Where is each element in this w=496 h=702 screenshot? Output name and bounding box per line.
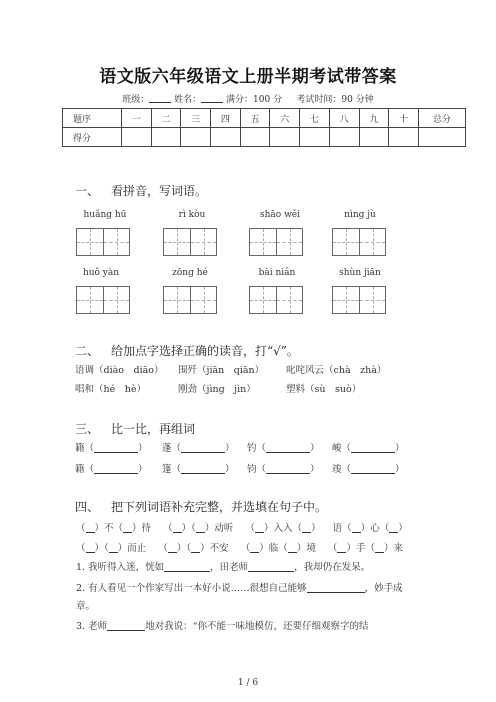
idiom-fill-row[interactable]: （ ）（ ）而止 （ ）（ ）不安 （ ）临（ ）境 （ ）手（ ）来 (76, 543, 403, 554)
writing-grid[interactable] (332, 286, 386, 314)
full-score: 满分：100 分 (226, 95, 283, 105)
class-blank (149, 93, 171, 103)
exam-info (0, 92, 496, 105)
score-cell: 五 (240, 109, 270, 128)
writing-grid[interactable] (163, 286, 217, 314)
pinyin: zōng hé (172, 268, 208, 278)
question-2-continued: 章。 (76, 601, 96, 612)
reading-item[interactable]: 塑料（sù suò） (286, 384, 362, 395)
section-number: 二、 (75, 344, 100, 358)
score-input-cell[interactable] (181, 128, 211, 147)
writing-grid[interactable] (76, 228, 130, 256)
compare-item[interactable]: 蓬（ ） (162, 443, 235, 454)
question-2[interactable]: 2. 有人看见一个作家写出一本好小说……很想自己能够 ，妙手成 (76, 583, 403, 594)
reading-item[interactable]: 唱和（hé hè） (75, 384, 146, 395)
score-input-cell[interactable] (240, 128, 270, 147)
reading-item[interactable]: 围歼（jiān qiān） (178, 365, 265, 376)
reading-item[interactable]: 叱咤风云（chà zhà） (286, 365, 387, 376)
score-table (62, 108, 466, 147)
section-3-heading (75, 420, 207, 437)
score-cell: 七 (300, 109, 330, 128)
score-cell: 十 (389, 109, 419, 128)
compare-item[interactable]: 篷（ ） (162, 464, 235, 475)
score-cell: 一 (122, 109, 152, 128)
score-cell: 总分 (419, 109, 466, 128)
score-table-score-row (63, 128, 466, 147)
section-title: 把下列词语补充完整，并选填在句子中。 (111, 500, 328, 514)
score-cell: 八 (329, 109, 359, 128)
compare-item[interactable]: 峻（ ） (332, 443, 405, 454)
compare-item[interactable]: 籍（ ） (75, 443, 148, 454)
question-1[interactable]: 1. 我听得入迷，恍如 ，田老师 ，我却仍在发呆。 (76, 562, 371, 573)
exam-time: 考试时间：90 分钟 (296, 95, 374, 105)
score-cell: 九 (359, 109, 389, 128)
section-number: 三、 (75, 422, 100, 436)
score-cell: 题序 (63, 109, 122, 128)
pinyin: nìng jù (344, 210, 376, 220)
page-number: 1 / 6 (237, 678, 259, 688)
name-label: 姓名： (174, 95, 202, 105)
score-input-cell[interactable] (122, 128, 152, 147)
section-1-heading (75, 182, 219, 199)
name-blank (201, 93, 223, 103)
pinyin: rì kòu (178, 210, 206, 220)
class-label: 班级： (122, 95, 150, 105)
section-4-heading (75, 498, 339, 515)
compare-item[interactable]: 竣（ ） (332, 464, 405, 475)
writing-grid[interactable] (163, 228, 217, 256)
score-input-cell[interactable] (419, 128, 466, 147)
writing-grid[interactable] (76, 286, 130, 314)
pinyin: shùn jiān (339, 268, 381, 278)
pinyin: huǒ yàn (82, 268, 120, 278)
compare-item[interactable]: 钓（ ） (247, 443, 320, 454)
score-input-cell[interactable] (151, 128, 181, 147)
score-cell: 六 (270, 109, 300, 128)
writing-grid[interactable] (332, 228, 386, 256)
score-input-cell[interactable] (389, 128, 419, 147)
reading-item[interactable]: 语调（diào diāo） (75, 365, 164, 376)
idiom-fill-row[interactable]: （ ）不（ ）待 （ ）（ ）动听 （ ）入入（ ） 语（ ）心（ ） (76, 523, 408, 534)
score-table-header-row (63, 109, 466, 128)
section-number: 一、 (75, 184, 100, 198)
section-title: 看拼音，写词语。 (111, 184, 208, 198)
score-input-cell[interactable] (211, 128, 241, 147)
compare-item[interactable]: 钧（ ） (247, 464, 320, 475)
score-input-cell[interactable] (300, 128, 330, 147)
section-number: 四、 (75, 500, 100, 514)
pinyin: bài nián (258, 268, 296, 278)
section-2-heading (75, 342, 311, 359)
section-title: 比一比，再组词 (111, 422, 196, 436)
section-title: 给加点字选择正确的读音，打“√”。 (111, 344, 299, 358)
page-title: 语文版六年级语文上册半期考试带答案 (99, 67, 397, 87)
score-input-cell[interactable] (329, 128, 359, 147)
score-input-cell[interactable] (270, 128, 300, 147)
score-cell: 三 (181, 109, 211, 128)
writing-grid[interactable] (249, 228, 303, 256)
compare-item[interactable]: 籍（ ） (75, 464, 148, 475)
writing-grid[interactable] (249, 286, 303, 314)
question-3[interactable]: 3. 老师 地对我说：“你不能一味地模仿，还要仔细观察字的结 (76, 621, 369, 632)
pinyin: shāo wěi (260, 210, 300, 220)
score-cell: 四 (211, 109, 241, 128)
score-cell: 二 (151, 109, 181, 128)
score-row-label: 得分 (63, 128, 122, 147)
pinyin: huǎng hū (83, 210, 127, 220)
score-input-cell[interactable] (359, 128, 389, 147)
reading-item[interactable]: 刚劲（jìng jìn） (178, 384, 256, 395)
